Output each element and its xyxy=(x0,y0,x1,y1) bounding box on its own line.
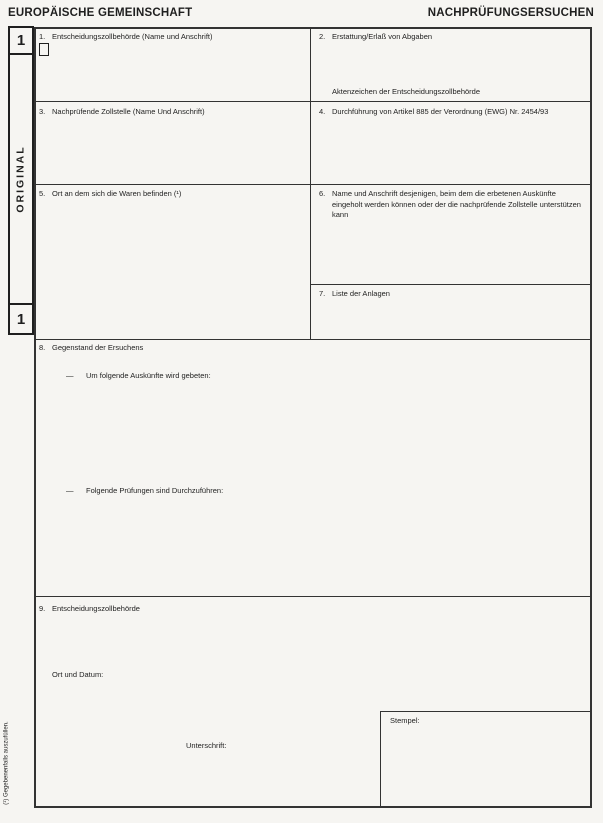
place-and-date-label: Ort und Datum: xyxy=(52,670,104,679)
field-3-label: Nachprüfende Zollstelle (Name Und Anschrift) xyxy=(52,107,205,116)
decision-checkbox[interactable] xyxy=(39,43,49,56)
field-6-number: 6. xyxy=(319,189,326,198)
field-9-decision-customs-authority xyxy=(39,604,339,615)
field-8-subject-of-request xyxy=(39,343,439,354)
field-5-goods-location xyxy=(39,189,299,200)
footnote-text: (¹) Gegebenenfalls auszufüllen. xyxy=(3,720,10,805)
original-label: ORIGINAL xyxy=(15,145,27,213)
form-title: NACHPRÜFUNGSERSUCHEN xyxy=(427,7,594,19)
field-8-item-2-text: Folgende Prüfungen sind Durchzuführen: xyxy=(86,486,224,495)
field-6-contact-person xyxy=(319,189,582,221)
divider-row-4 xyxy=(36,596,590,597)
dash-icon: — xyxy=(66,371,74,380)
field-7-label: Liste der Anlagen xyxy=(332,289,390,298)
field-5-number: 5. xyxy=(39,189,46,198)
field-8-item-information-requested xyxy=(66,371,486,382)
copy-number-box-top xyxy=(8,26,34,55)
field-1-decision-customs-authority xyxy=(39,32,299,43)
field-8-number: 8. xyxy=(39,343,46,352)
divider-row-1 xyxy=(36,101,590,102)
field-7-list-of-annexes xyxy=(319,289,584,300)
field-8-item-checks-to-carry-out xyxy=(66,486,486,497)
field-3-verifying-customs-office xyxy=(39,107,299,118)
field-4-number: 4. xyxy=(319,107,326,116)
divider-box-7 xyxy=(310,284,590,285)
field-2-repayment-remission xyxy=(319,32,584,43)
field-5-label: Ort an dem sich die Waren befinden (¹) xyxy=(52,189,182,198)
field-2-label: Erstattung/Erlaß von Abgaben xyxy=(332,32,433,41)
field-7-number: 7. xyxy=(319,289,326,298)
copy-number-box-bottom xyxy=(8,303,34,335)
form-body xyxy=(34,27,592,808)
divider-row-3 xyxy=(36,339,590,340)
field-9-number: 9. xyxy=(39,604,46,613)
field-6-label: Name und Anschrift desjenigen, beim dem die erbetenen Auskünfte eingeholt werden können oder der die nachprüfende Zollstelle unterstützen kann xyxy=(332,189,581,219)
field-9-label: Entscheidungszollbehörde xyxy=(52,604,140,613)
field-2-number: 2. xyxy=(319,32,326,41)
original-label-box xyxy=(8,53,34,305)
signature-label: Unterschrift: xyxy=(186,741,227,750)
copy-number-top: 1 xyxy=(16,32,26,49)
divider-row-2 xyxy=(36,184,590,185)
field-4-label: Durchführung von Artikel 885 der Verordnung (EWG) Nr. 2454/93 xyxy=(332,107,549,116)
field-1-label: Entscheidungszollbehörde (Name und Anschrift) xyxy=(52,32,213,41)
field-1-number: 1. xyxy=(39,32,46,41)
field-3-number: 3. xyxy=(39,107,46,116)
stamp-area xyxy=(380,711,590,806)
field-8-label: Gegenstand der Ersuchens xyxy=(52,343,144,352)
community-title: EUROPÄISCHE GEMEINSCHAFT xyxy=(8,7,193,19)
dash-icon: — xyxy=(66,486,74,495)
stamp-label: Stempel: xyxy=(390,716,420,725)
footnote xyxy=(0,715,13,810)
field-8-item-1-text: Um folgende Auskünfte wird gebeten: xyxy=(86,371,211,380)
field-4-article-885 xyxy=(319,107,584,118)
field-2-reference-label: Aktenzeichen der Entscheidungszollbehörde xyxy=(332,87,481,96)
copy-number-bottom: 1 xyxy=(16,310,26,328)
